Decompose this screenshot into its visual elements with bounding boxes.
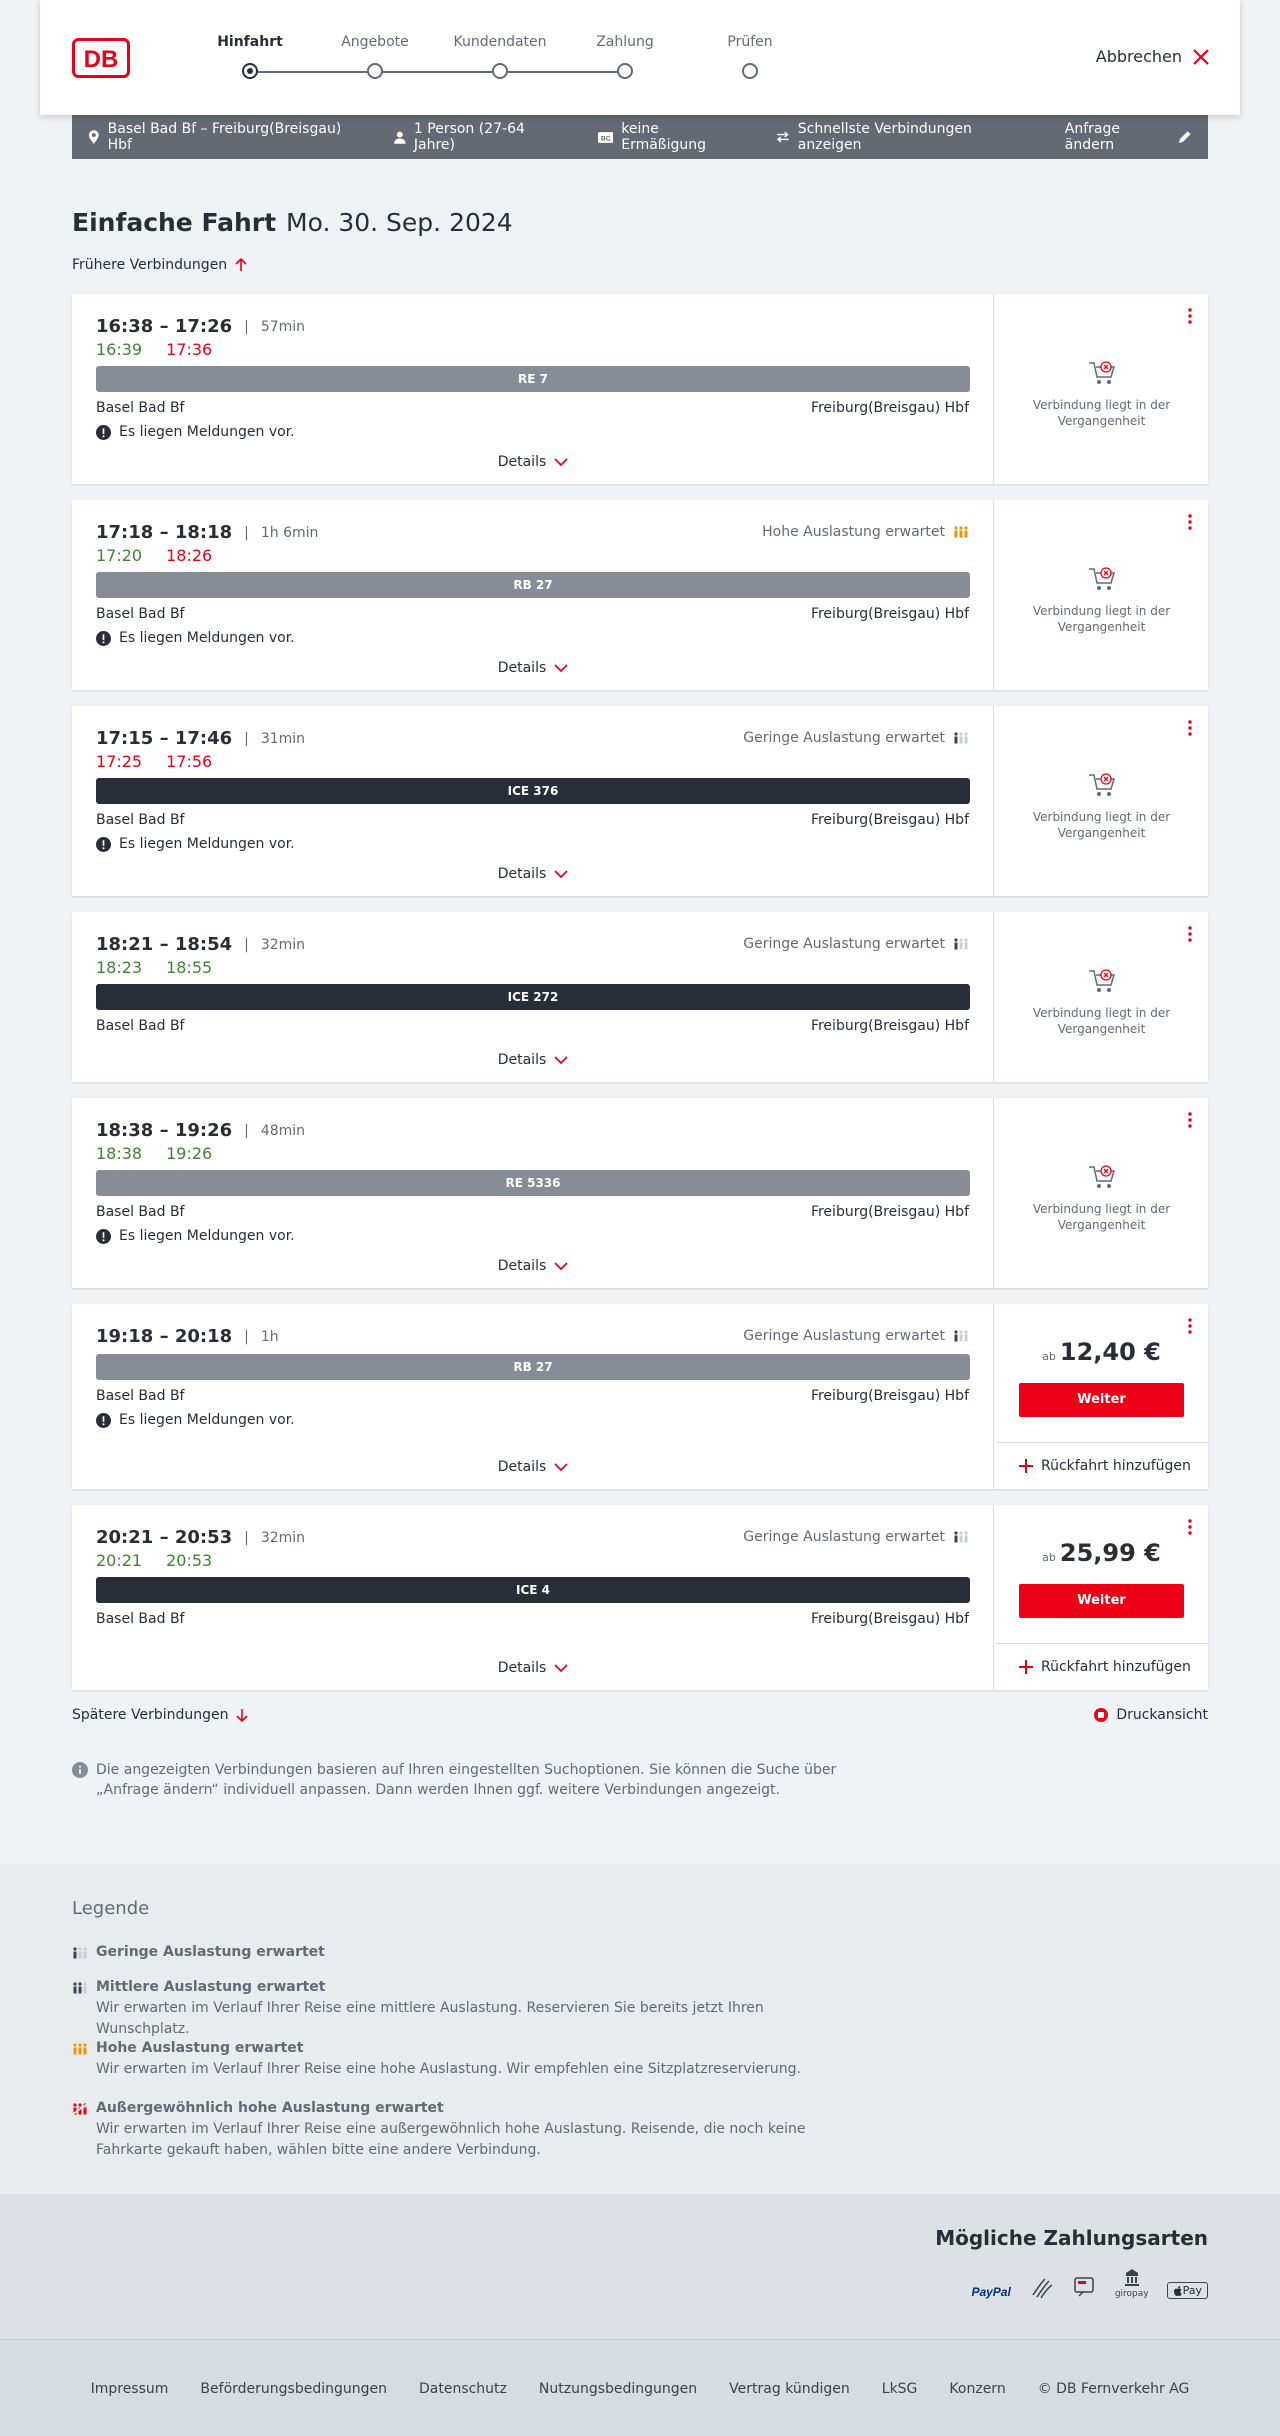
more-options-button[interactable] — [1188, 1318, 1192, 1338]
footer — [0, 2339, 1280, 2436]
giropay-icon — [1124, 2268, 1140, 2286]
occupancy-low-icon — [953, 938, 969, 950]
warning-icon — [96, 631, 111, 646]
planned-times: 17:18 – 18:18 | 1h 6min — [96, 522, 319, 543]
chevron-down-icon — [554, 458, 568, 467]
fastest-text: Schnellste Verbindungen anzeigen — [797, 121, 972, 153]
legend-section — [0, 1864, 1280, 2194]
arrival-station: Freiburg(Breisgau) Hbf — [810, 1611, 969, 1627]
train-bar: ICE 376 — [96, 778, 970, 804]
more-options-icon — [1188, 514, 1192, 530]
details-label: Details — [497, 660, 547, 676]
realtime-departure: 18:38 — [96, 1144, 143, 1163]
occupancy-low-icon — [953, 1330, 969, 1342]
details-label: Details — [497, 1258, 547, 1274]
connection-card[interactable] — [72, 1304, 1208, 1489]
location-pin-icon — [88, 130, 100, 144]
details-toggle[interactable] — [72, 1459, 994, 1475]
occupancy-mid-icon — [72, 1982, 88, 1994]
details-toggle[interactable] — [72, 1660, 994, 1676]
header — [40, 0, 1240, 115]
occupancy-label: Geringe Auslastung erwartet — [743, 730, 945, 746]
planned-times: 20:21 – 20:53 | 32min — [96, 1527, 306, 1548]
step-zahlung: Zahlung — [565, 34, 685, 54]
train-bar: ICE 272 — [96, 984, 970, 1010]
more-options-icon — [1188, 1519, 1192, 1535]
realtime-departure: 20:21 — [96, 1551, 143, 1570]
info-icon — [72, 1762, 88, 1778]
duration: 57min — [260, 318, 306, 335]
occupancy-high-icon — [953, 526, 969, 538]
printer-icon — [1094, 1708, 1108, 1722]
persons-text: 1 Person (27-64 Jahre) — [413, 121, 525, 153]
legend-item-title: Außergewöhnlich hohe Auslastung erwartet — [96, 2100, 444, 2116]
train-bar: RE 5336 — [96, 1170, 970, 1196]
add-return-label: Rückfahrt hinzufügen — [1041, 1458, 1191, 1474]
details-toggle[interactable] — [72, 866, 994, 882]
duration: 31min — [260, 730, 306, 747]
warning-icon — [96, 1229, 111, 1244]
planned-times: 18:38 – 19:26 | 48min — [96, 1120, 306, 1141]
cart-unavailable-icon — [1087, 771, 1117, 799]
departure-station: Basel Bad Bf — [96, 1204, 185, 1220]
realtime-arrival: 18:55 — [166, 958, 213, 977]
chevron-down-icon — [554, 1664, 568, 1673]
price — [995, 1338, 1208, 1366]
price-prefix: ab — [1042, 1350, 1056, 1363]
arrival-station: Freiburg(Breisgau) Hbf — [810, 812, 969, 828]
planned-times: 17:15 – 17:46 | 31min — [96, 728, 306, 749]
departure-station: Basel Bad Bf — [96, 400, 185, 416]
past-connection-note — [995, 359, 1208, 429]
service-message-text: Es liegen Meldungen vor. — [119, 1412, 295, 1428]
service-message — [96, 1412, 295, 1428]
progress-stepper — [164, 34, 773, 84]
chevron-down-icon — [554, 1463, 568, 1472]
more-options-icon — [1188, 926, 1192, 942]
past-connection-text: Verbindung liegt in der Vergangenheit — [1032, 810, 1171, 840]
realtime-times — [96, 546, 212, 565]
service-message — [96, 424, 295, 440]
person-icon — [394, 131, 406, 144]
past-connection-note — [995, 1163, 1208, 1233]
occupancy-indicator — [743, 730, 969, 746]
realtime-arrival: 20:53 — [166, 1551, 213, 1570]
departure-station: Basel Bad Bf — [96, 812, 185, 828]
realtime-times — [96, 1551, 212, 1570]
footer-link[interactable]: Konzern — [949, 2380, 1006, 2397]
duration: 32min — [260, 1529, 306, 1546]
occupancy-low-icon — [953, 1531, 969, 1543]
earlier-label: Frühere Verbindungen — [72, 257, 228, 273]
service-message — [96, 836, 295, 852]
warning-icon — [96, 425, 111, 440]
details-toggle[interactable] — [72, 1258, 994, 1274]
arrival-station: Freiburg(Breisgau) Hbf — [810, 606, 969, 622]
departure-station: Basel Bad Bf — [96, 1611, 185, 1627]
more-options-icon — [1188, 308, 1192, 324]
planned-times: 16:38 – 17:26 | 57min — [96, 316, 306, 337]
step-angebote: Angebote — [315, 34, 435, 54]
train-bar: RE 7 — [96, 366, 970, 392]
add-return-trip-button[interactable] — [995, 1643, 1208, 1690]
realtime-departure: 18:23 — [96, 958, 143, 977]
service-message-text: Es liegen Meldungen vor. — [119, 836, 295, 852]
more-options-icon — [1188, 1112, 1192, 1128]
step-pruefen: Prüfen — [690, 34, 810, 54]
paypal-icon: PayPal — [971, 2285, 1011, 2299]
occupancy-indicator — [743, 1529, 969, 1545]
db-logo[interactable] — [72, 38, 130, 82]
duration: 1h 6min — [260, 524, 319, 541]
change-request-label: Anfrage ändern — [1064, 121, 1121, 153]
giropay-badge — [1115, 2268, 1149, 2299]
past-connection-note — [995, 771, 1208, 841]
connection-card[interactable] — [72, 1098, 1208, 1288]
planned-times: 19:18 – 20:18 | 1h — [96, 1326, 279, 1347]
footer-link[interactable]: Nutzungsbedingungen — [538, 2380, 698, 2397]
add-return-trip-button[interactable] — [995, 1442, 1208, 1489]
price — [995, 1539, 1208, 1567]
legend-item-description: Wir erwarten im Verlauf Ihrer Reise eine hohe Auslastung. Wir empfehlen eine Sitzplatzreservierung. — [96, 2061, 801, 2077]
time-range: 18:38 – 19:26 — [96, 1120, 233, 1141]
service-message — [96, 1228, 295, 1244]
past-connection-text: Verbindung liegt in der Vergangenheit — [1032, 1006, 1171, 1036]
arrow-down-icon — [236, 1708, 248, 1722]
details-toggle[interactable] — [72, 660, 994, 676]
details-label: Details — [497, 1052, 547, 1068]
time-range: 17:15 – 17:46 — [96, 728, 233, 749]
print-label: Druckansicht — [1116, 1707, 1208, 1723]
details-toggle[interactable] — [72, 454, 994, 470]
arrow-up-icon — [235, 258, 247, 272]
past-connection-text: Verbindung liegt in der Vergangenheit — [1032, 1202, 1171, 1232]
route-summary[interactable] — [88, 121, 362, 153]
occupancy-label: Geringe Auslastung erwartet — [743, 1328, 945, 1344]
realtime-times — [96, 1144, 212, 1163]
discount-summary[interactable] — [598, 121, 745, 153]
cart-unavailable-icon — [1087, 1163, 1117, 1191]
sepa-card-icon — [1073, 2275, 1097, 2299]
connection-card[interactable] — [72, 1505, 1208, 1690]
chevron-down-icon — [554, 1262, 568, 1271]
details-label: Details — [497, 1660, 547, 1676]
realtime-departure: 16:39 — [96, 340, 143, 359]
occupancy-indicator — [743, 936, 969, 952]
realtime-times — [96, 958, 212, 977]
legend-item-title: Geringe Auslastung erwartet — [96, 1944, 325, 1960]
details-toggle[interactable] — [72, 1052, 994, 1068]
more-options-button[interactable] — [1188, 926, 1192, 946]
realtime-departure: 17:25 — [96, 752, 143, 771]
occupancy-indicator — [762, 524, 969, 540]
train-bar: ICE 4 — [96, 1577, 970, 1603]
occupancy-extreme-icon — [72, 2103, 88, 2115]
more-options-button[interactable] — [1188, 514, 1192, 534]
realtime-times — [96, 340, 212, 359]
close-icon — [1192, 48, 1210, 66]
arrival-station: Freiburg(Breisgau) Hbf — [810, 1204, 969, 1220]
continue-button[interactable]: Weiter — [1019, 1584, 1184, 1618]
service-message — [96, 630, 295, 646]
footer-link[interactable]: © DB Fernverkehr AG — [1037, 2380, 1190, 2397]
cart-unavailable-icon — [1087, 565, 1117, 593]
legend-item-description: Wir erwarten im Verlauf Ihrer Reise eine außergewöhnlich hohe Auslastung. Reisende, die noch keine Fahrkarte gekauft haben, wählen bitte eine andere Verbindung. — [96, 2121, 806, 2158]
past-connection-text: Verbindung liegt in der Vergangenheit — [1032, 398, 1171, 428]
planned-times: 18:21 – 18:54 | 32min — [96, 934, 306, 955]
time-range: 16:38 – 17:26 — [96, 316, 233, 337]
time-range: 19:18 – 20:18 — [96, 1326, 233, 1347]
more-options-icon — [1188, 720, 1192, 736]
info-text: Die angezeigten Verbindungen basieren auf Ihren eingestellten Suchoptionen. Sie können die Suche über „Anfrage ändern“ individuell anpassen. Dann werden Ihnen ggf. weitere Verbindungen angezeigt. — [96, 1762, 837, 1798]
more-options-icon — [1188, 1318, 1192, 1334]
page-title — [72, 208, 513, 237]
train-bar: RB 27 — [96, 1354, 970, 1380]
connection-card[interactable] — [72, 706, 1208, 896]
details-label: Details — [497, 866, 547, 882]
cart-unavailable-icon — [1087, 967, 1117, 995]
contactless-card-icon — [1029, 2275, 1055, 2299]
earlier-connections-link[interactable] — [72, 257, 247, 273]
price-prefix: ab — [1042, 1551, 1056, 1564]
apple-icon — [1173, 2286, 1182, 2296]
duration: 32min — [260, 936, 306, 953]
realtime-arrival: 17:56 — [166, 752, 213, 771]
legend-item-title: Hohe Auslastung erwartet — [96, 2040, 304, 2056]
warning-icon — [96, 1413, 111, 1428]
past-connection-text: Verbindung liegt in der Vergangenheit — [1032, 604, 1171, 634]
connection-card[interactable] — [72, 500, 1208, 690]
plus-icon — [1019, 1459, 1033, 1473]
footer-link[interactable]: Beförderungsbedingungen — [200, 2380, 387, 2397]
pencil-icon — [1178, 130, 1192, 144]
occupancy-low-icon — [953, 732, 969, 744]
discount-text: keine Ermäßigung — [621, 121, 707, 153]
cancel-label: Abbrechen — [1095, 47, 1182, 66]
time-range: 18:21 – 18:54 — [96, 934, 233, 955]
occupancy-low-icon — [72, 1947, 88, 1959]
cancel-button[interactable] — [1096, 47, 1210, 66]
footer-link[interactable]: Vertrag kündigen — [729, 2380, 850, 2397]
plus-icon — [1019, 1660, 1033, 1674]
chevron-down-icon — [554, 664, 568, 673]
search-info-note — [72, 1760, 852, 1800]
duration: 1h — [260, 1328, 279, 1345]
travel-date: Mo. 30. Sep. 2024 — [286, 208, 513, 237]
train-bar: RB 27 — [96, 572, 970, 598]
past-connection-note — [995, 967, 1208, 1037]
step-hinfahrt: Hinfahrt — [190, 34, 310, 54]
legend-item-description: Wir erwarten im Verlauf Ihrer Reise eine mittlere Auslastung. Reservieren Sie bereits jetzt Ihren Wunschplatz. — [96, 2000, 764, 2037]
realtime-departure: 17:20 — [96, 546, 143, 565]
departure-station: Basel Bad Bf — [96, 1018, 185, 1034]
footer-link[interactable]: LkSG — [881, 2380, 918, 2397]
legend-item — [72, 1977, 832, 2040]
later-connections-link[interactable] — [72, 1707, 248, 1723]
arrival-station: Freiburg(Breisgau) Hbf — [810, 400, 969, 416]
warning-icon — [96, 837, 111, 852]
apple-pay-label: Pay — [1182, 2284, 1202, 2297]
more-options-button[interactable] — [1188, 308, 1192, 328]
time-range: 17:18 – 18:18 — [96, 522, 233, 543]
service-message-text: Es liegen Meldungen vor. — [119, 1228, 295, 1244]
add-return-label: Rückfahrt hinzufügen — [1041, 1659, 1191, 1675]
payment-section — [0, 2194, 1280, 2339]
svg-text:DB: DB — [83, 46, 119, 73]
price-value: 25,99 € — [1059, 1539, 1161, 1567]
arrival-station: Freiburg(Breisgau) Hbf — [810, 1388, 969, 1404]
legend-item — [72, 1942, 325, 1963]
occupancy-label: Hohe Auslastung erwartet — [762, 524, 945, 540]
connection-card[interactable] — [72, 294, 1208, 484]
bahncard-icon — [598, 132, 614, 143]
footer-link[interactable]: Datenschutz — [418, 2380, 507, 2397]
occupancy-label: Geringe Auslastung erwartet — [743, 936, 945, 952]
fastest-connections-toggle[interactable] — [776, 121, 1033, 153]
realtime-arrival: 19:26 — [166, 1144, 213, 1163]
step-kundendaten: Kundendaten — [440, 34, 560, 54]
print-view-link[interactable] — [1094, 1707, 1208, 1723]
footer-link[interactable]: Impressum — [90, 2380, 169, 2397]
legend-item — [72, 2098, 832, 2161]
occupancy-label: Geringe Auslastung erwartet — [743, 1529, 945, 1545]
legend-item — [72, 2038, 832, 2080]
price-value: 12,40 € — [1059, 1338, 1161, 1366]
details-label: Details — [497, 454, 547, 470]
realtime-times — [96, 752, 212, 771]
apple-pay-icon — [1167, 2282, 1208, 2299]
time-range: 20:21 – 20:53 — [96, 1527, 233, 1548]
realtime-arrival: 17:36 — [166, 340, 213, 359]
departure-station: Basel Bad Bf — [96, 606, 185, 622]
duration: 48min — [260, 1122, 306, 1139]
more-options-button[interactable] — [1188, 1519, 1192, 1539]
chevron-down-icon — [554, 1056, 568, 1065]
arrival-station: Freiburg(Breisgau) Hbf — [810, 1018, 969, 1034]
trip-type: Einfache Fahrt — [72, 208, 277, 237]
connection-card[interactable] — [72, 912, 1208, 1082]
chevron-down-icon — [554, 870, 568, 879]
cart-unavailable-icon — [1087, 359, 1117, 387]
departure-station: Basel Bad Bf — [96, 1388, 185, 1404]
persons-summary[interactable] — [394, 121, 565, 153]
realtime-arrival: 18:26 — [166, 546, 213, 565]
more-options-button[interactable] — [1188, 1112, 1192, 1132]
svg-text:BC: BC — [600, 134, 611, 142]
continue-button[interactable]: Weiter — [1019, 1383, 1184, 1417]
legend-title: Legende — [72, 1898, 150, 1919]
legend-item-title: Mittlere Auslastung erwartet — [96, 1979, 326, 1995]
service-message-text: Es liegen Meldungen vor. — [119, 630, 295, 646]
past-connection-note — [995, 565, 1208, 635]
change-request-button[interactable] — [1065, 121, 1192, 153]
search-summary-bar — [72, 115, 1208, 159]
occupancy-indicator — [743, 1328, 969, 1344]
occupancy-high-icon — [72, 2043, 88, 2055]
payment-title: Mögliche Zahlungsarten — [935, 2226, 1208, 2250]
route-text: Basel Bad Bf – Freiburg(Breisgau) Hbf — [107, 121, 342, 153]
giropay-label: giropay — [1114, 2289, 1149, 2299]
details-label: Details — [497, 1459, 547, 1475]
later-label: Spätere Verbindungen — [72, 1707, 229, 1723]
service-message-text: Es liegen Meldungen vor. — [119, 424, 295, 440]
more-options-button[interactable] — [1188, 720, 1192, 740]
swap-arrows-icon — [776, 131, 790, 143]
